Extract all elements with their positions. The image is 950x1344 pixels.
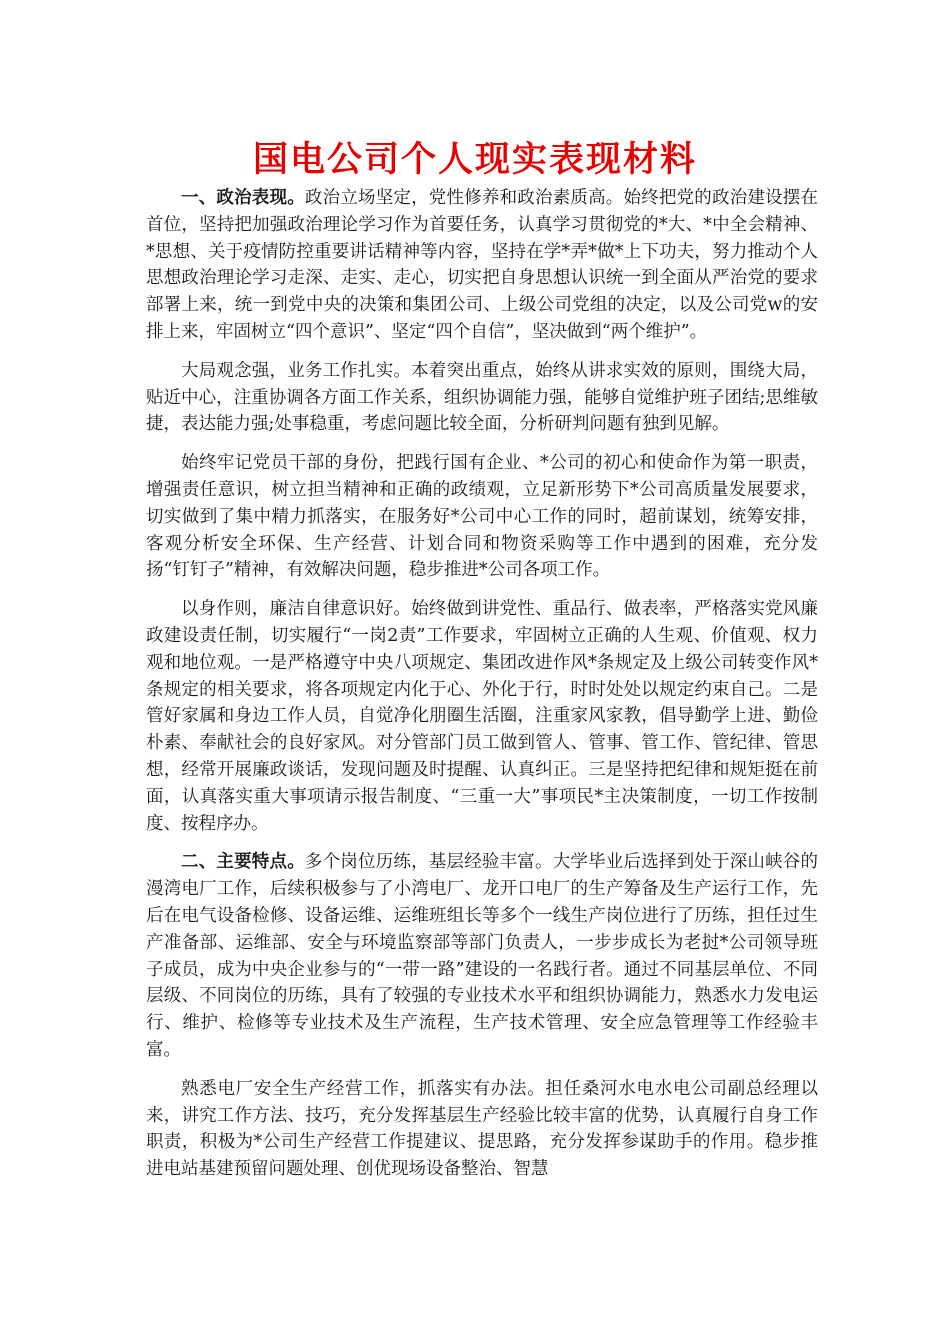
paragraph-text: 熟悉电厂安全生产经营工作，抓落实有办法。担任桑河水电水电公司副总经理以来，讲究工作方法、技巧，充分发挥基层生产经验比较丰富的优势，认真履行自身工作职责，积极为*公司生产经营工作提建议、提思路，充分发挥参谋助手的作用。稳步推进电站基建预留问题处理、创优现场设备整治、智慧 [146,1078,818,1180]
document-body [146,185,818,1195]
paragraph-text: 多个岗位历练，基层经验丰富。大学毕业后选择到处于深山峡谷的漫湾电厂工作，后续积极参与了小湾电厂、龙开口电厂的生产筹备及生产运行工作，先后在电气设备检修、设备运维、运维班组长等多个一线生产岗位进行了历练，担任过生产准备部、运维部、安全与环境监察部等部门负责人，一步步成长为老挝*公司领导班子成员，成为中央企业参与的“一带一路”建设的一名践行者。通过不同基层单位、不同层级、不同岗位的历练，具有了较强的专业技术水平和组织协调能力，熟悉水力发电运行、维护、检修等专业技术及生产流程，生产技术管理、安全应急管理等工作经验丰富。 [146,852,819,1060]
section-heading-features: 二、主要特点。 [181,852,305,873]
paragraph-text: 大局观念强，业务工作扎实。本着突出重点，始终从讲求实效的原则，围绕大局，贴近中心，注重协调各方面工作关系，组织协调能力强，能够自觉维护班子团结;思维敏捷，表达能力强;处事稳重，考虑问题比较全面，分析研判问题有独到见解。 [146,360,818,435]
paragraph-integrity [146,596,818,837]
paragraph-production [146,1076,818,1183]
paragraph-text: 始终牢记党员干部的身份，把践行国有企业、*公司的初心和使命作为第一职责，增强责任意识，树立担当精神和正确的政绩观，立足新形势下*公司高质量发展要求，切实做到了集中精力抓落实，在服务好*公司中心工作的同时，超前谋划，统筹安排，客观分析安全环保、生产经营、计划合同和物资采购等工作中遇到的困难，充分发扬“钉钉子”精神，有效解决问题，稳步推进*公司各项工作。 [146,453,818,581]
paragraph-text: 以身作则，廉洁自律意识好。始终做到讲党性、重品行、做表率，严格落实党风廉政建设责任制，切实履行“一岗2责”工作要求，牢固树立正确的人生观、价值观、权力观和地位观。一是严格遵守中央八项规定、集团改进作风*条规定及上级公司转变作风*条规定的相关要求，将各项规定内化于心、外化于行，时时处处以规定约束自己。二是管好家属和身边工作人员，自觉净化朋圈生活圈，注重家风家教，倡导勤学上进、勤俭朴素、奉献社会的良好家风。对分管部门员工做到管人、管事、管工作、管纪律、管思想，经常开展廉政谈话，发现问题及时提醒、认真纠正。三是坚持把纪律和规矩挺在前面，认真落实重大事项请示报告制度、“三重一大”事项民*主决策制度，一切工作按制度、按程序办。 [146,599,818,834]
section-heading-political: 一、政治表现。 [181,188,305,208]
paragraph-text: 政治立场坚定，党性修养和政治素质高。始终把党的政治建设摆在首位，坚持把加强政治理论学习作为首要任务，认真学习贯彻党的*大、*中全会精神、*思想、关于疫情防控重要讲话精神等内容，坚持在学*弄*做*上下功夫，努力推动个人思想政治理论学习走深、走实、走心，切实把自身思想认识统一到全面从严治党的要求部署上来，统一到党中央的决策和集团公司、上级公司党组的决定，以及公司党w的安排上来，牢固树立“四个意识”、坚定“四个自信”，坚决做到“两个维护”。 [146,188,819,342]
paragraph-political [146,185,818,346]
paragraph-party-identity [146,450,818,584]
paragraph-overall-view [146,358,818,438]
paragraph-main-features [146,849,818,1063]
document-title: 国电公司个人现实表现材料 [252,139,697,180]
